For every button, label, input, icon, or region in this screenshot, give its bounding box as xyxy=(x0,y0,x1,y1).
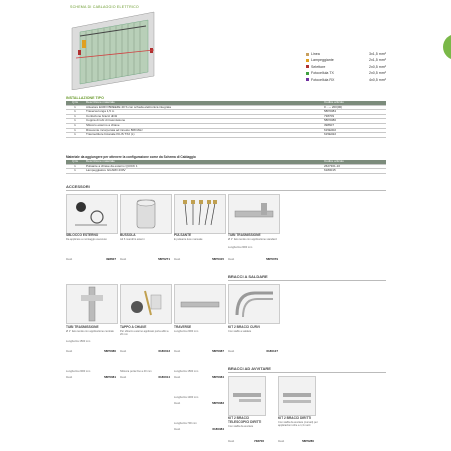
product-code: Cod. 58P0084 xyxy=(174,375,224,379)
product-length: Lunghezza 1300 mm xyxy=(174,396,199,399)
product-desc: Lunghezza 2000 mm xyxy=(174,330,199,333)
legend-row: Lampeggiante 2x1,5 mm² xyxy=(306,58,386,62)
curved-arm-icon xyxy=(229,285,279,323)
extra-section-title: Materiale da aggiungere per ottenere la configurazione come da Schema di Cablaggio xyxy=(66,155,196,159)
table-row: 1 Attuatore EURO BREEZE 40 S con scheda elettronica integrata 0 ...-- 200(00) xyxy=(66,105,386,110)
product-desc: Ø 1" lieto tende con applicazione centrale xyxy=(66,330,114,333)
product-desc: Ø 1" lieto tende con applicazione standard xyxy=(228,238,277,241)
product-image-pulsante xyxy=(174,194,226,234)
bracci-avvitare-title: BRACCI AD AVVITARE xyxy=(228,366,271,371)
product-name: TRAVERSE xyxy=(174,325,192,329)
product-name: SBLOCCO ESTERNO xyxy=(66,233,99,237)
accessori-title: ACCESSORI xyxy=(66,184,90,189)
legend-row: Fotocellula TX 2x0,5 mm² xyxy=(306,71,386,75)
legend-color-swatch xyxy=(306,78,309,81)
cable-legend xyxy=(306,52,386,84)
product-name: KIT 2 BRACCI DIRITTI xyxy=(278,416,312,420)
product-code: Cod. 6180384 xyxy=(174,427,224,431)
product-length: Lunghezza 1500 mm xyxy=(174,370,199,373)
product-image-sblocco xyxy=(66,194,118,234)
product-desc: Con staffa da avvitare xyxy=(228,425,254,428)
product-image-traverse xyxy=(174,284,226,324)
product-name: TUBI TRASMISSIONE xyxy=(66,325,99,329)
product-image-tubi2 xyxy=(66,284,118,324)
table-row: 1 Traversa lunga 1,5 m 58P0084 xyxy=(66,110,386,115)
product-code: Cod. 58P0271 xyxy=(120,257,170,261)
product-image-bussola xyxy=(120,194,172,234)
product-desc: Da applicare a montaggio avvenuto xyxy=(66,238,107,241)
tube-icon xyxy=(229,195,279,233)
product-name: PULSANTE xyxy=(174,233,192,237)
product-code: Cod. 58P0280 xyxy=(278,439,314,443)
product-length: Lunghezza 2000 mm xyxy=(228,246,253,249)
product-name: TUBI TRASMISSIONE xyxy=(228,233,261,237)
product-image-tappo xyxy=(120,284,172,324)
product-code: Cod. 58P0083 xyxy=(174,401,224,405)
table-row: 1 Sblocco esterno a chiave 398607 xyxy=(66,123,386,128)
product-name: TAPPO A CHIAVE xyxy=(120,325,147,329)
product-name: KIT 2 BRACCI TELESCOPICI DIRITTI xyxy=(228,416,262,424)
legend-row: Fotocellula RX 4x0,5 mm² xyxy=(306,78,386,82)
product-length: Lunghezza 1500 mm xyxy=(66,340,91,343)
wiring-diagram xyxy=(66,10,166,90)
straight-arm-icon xyxy=(279,377,315,415)
product-desc: Per sblocco esterno applicato porta abbi a 20 mm xyxy=(120,330,169,336)
page-title: SCHEMA DI CABLAGGIO ELETTRICO xyxy=(70,5,139,9)
key-release-icon xyxy=(67,195,117,233)
product-length: Lunghezza 2000 mm xyxy=(66,370,91,373)
product-image-kit-curvi xyxy=(228,284,280,324)
bushing-icon xyxy=(121,195,171,233)
install-section-title: INSTALLAZIONE TIPO xyxy=(66,96,104,100)
product-desc: Con staffe a saldare xyxy=(228,330,252,333)
table-row: 1 Coppia di tubi di trasmissione 58P0080 xyxy=(66,119,386,124)
table-header-row: Q.tà Descrizione materiale Codice articolo xyxy=(66,101,386,105)
table-row: 1 Pulsante a chiave da esterno QUICK 1 2627301-10 xyxy=(66,164,386,169)
telescopic-arm-icon xyxy=(229,377,265,415)
product-desc: Con staffa da avvitare (curvati) per applicazioni oltre a 1,3 metri xyxy=(278,421,318,427)
product-desc: E pulsante luce manuale xyxy=(174,238,203,241)
legend-color-swatch xyxy=(306,72,309,75)
product-code: Cod. 6180014 xyxy=(120,375,170,379)
table-header-row: Q.tà Descrizione materiale Codice articolo xyxy=(66,160,386,164)
product-code: Cod. 58P0081 xyxy=(66,375,116,379)
product-name: KIT 2 BRACCI CURVI xyxy=(228,325,260,329)
table-row: 1 Confezione bracci diritti 738709 xyxy=(66,114,386,119)
product-code: Cod. 58P0079 xyxy=(228,257,278,261)
section-tab-decoration xyxy=(443,34,451,60)
product-code: Cod. 738706 xyxy=(228,439,264,443)
table-row: 1 Trasmettitore bicanale KILIS TX2 (L) 615E022 xyxy=(66,133,386,138)
install-table xyxy=(66,101,386,138)
product-code: Cod. 58P0087 xyxy=(174,349,224,353)
bracci-saldare-title: BRACCI A SALDARE xyxy=(228,274,268,279)
product-code: Cod. 398607 xyxy=(66,257,116,261)
table-row: 1 Ricevente incorporata ad innesto 868 MHz 615E002 xyxy=(66,128,386,133)
legend-row: Linea 3x1,5 mm² xyxy=(306,52,386,56)
legend-row: Selettore 2x0,5 mm² xyxy=(306,65,386,69)
product-length: Sblocca porta fino a 40 mm xyxy=(120,370,152,373)
legend-color-swatch xyxy=(306,59,309,62)
cables-icon xyxy=(175,195,225,233)
product-image-kit-diritti xyxy=(278,376,316,416)
product-name: BUSSOLA xyxy=(120,233,136,237)
product-image-kit-telescopici xyxy=(228,376,266,416)
key-cap-icon xyxy=(121,285,171,323)
product-length: Lunghezza 700 mm xyxy=(174,422,197,425)
product-code: Cod. 58P0080 xyxy=(66,349,116,353)
product-code: Cod. 6180127 xyxy=(228,349,278,353)
product-image-tubi xyxy=(228,194,280,234)
crossbar-icon xyxy=(175,285,225,323)
product-desc: Ad 6 mandrini esterni xyxy=(120,238,145,241)
garage-door-illustration xyxy=(66,10,166,90)
product-code: Cod. 6180013 xyxy=(120,349,170,353)
product-code: Cod. 58P0315 xyxy=(174,257,224,261)
extra-table xyxy=(66,160,386,174)
tube-icon xyxy=(67,285,117,323)
legend-color-swatch xyxy=(306,65,309,68)
legend-color-swatch xyxy=(306,53,309,56)
table-row: 1 Lampeggiatore GUARD 230V 6180015 xyxy=(66,169,386,174)
